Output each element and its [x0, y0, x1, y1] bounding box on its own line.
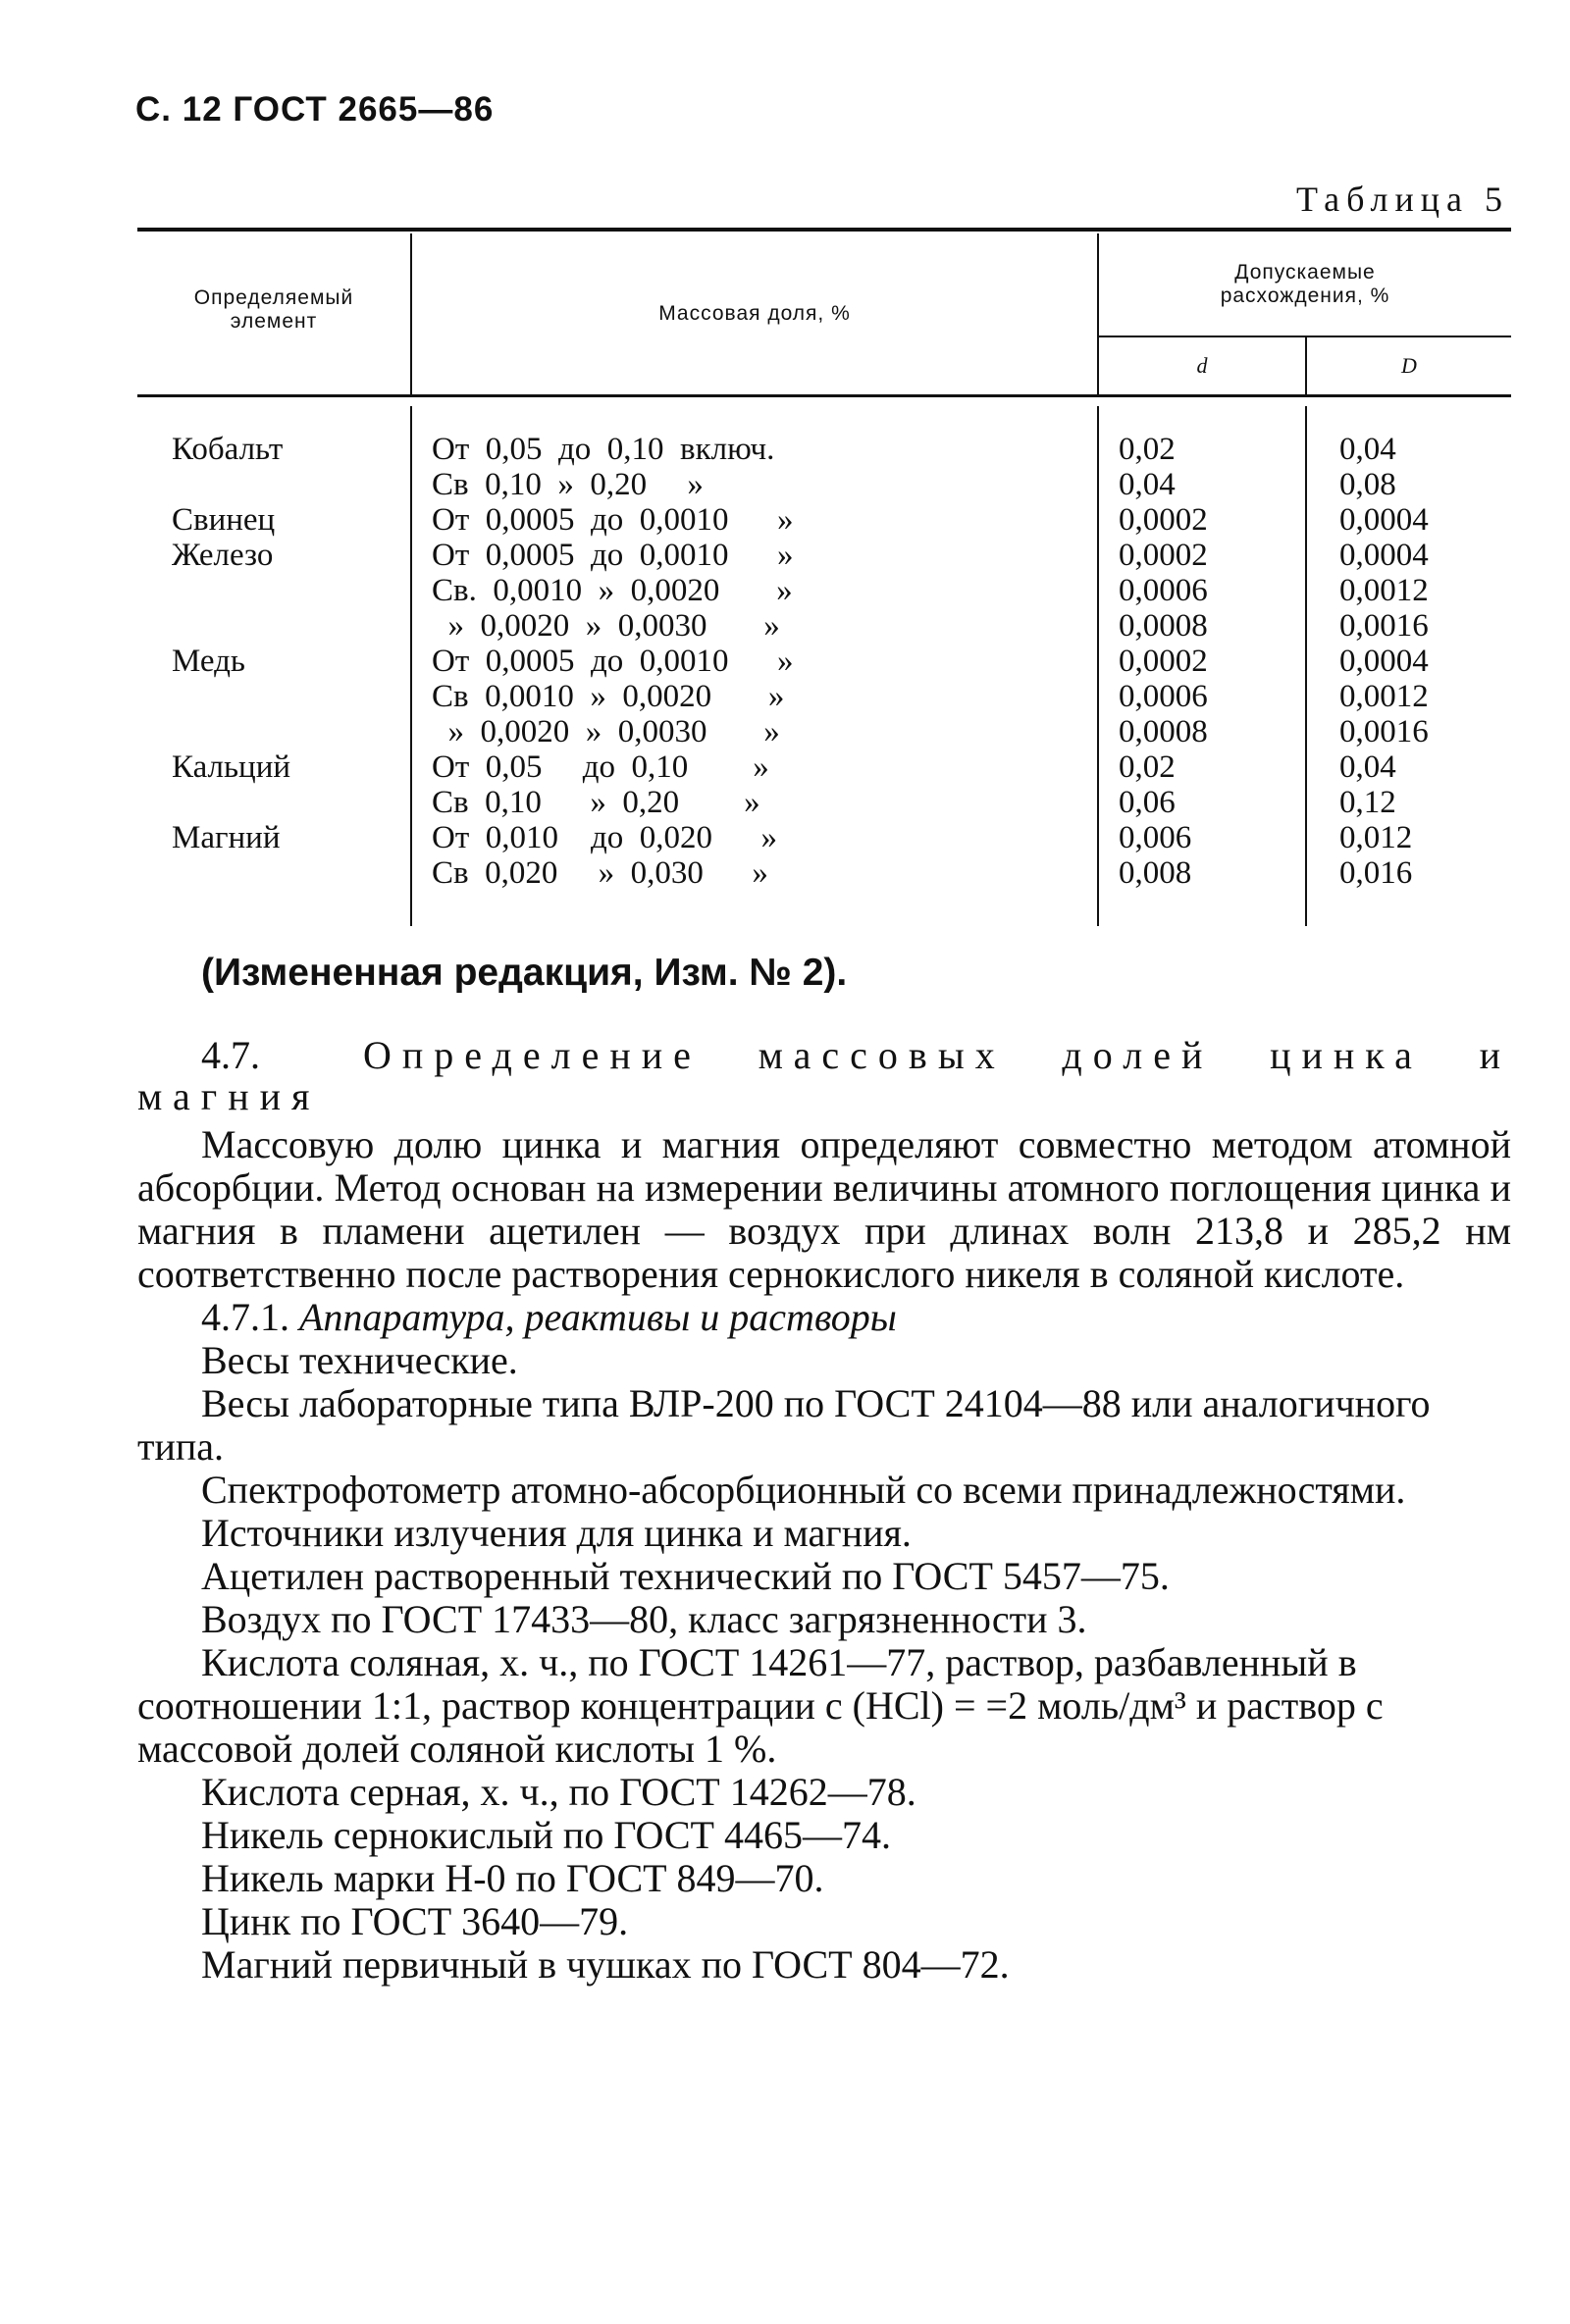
cell-D: 0,0016 — [1339, 608, 1429, 644]
cell-D: 0,0004 — [1339, 502, 1429, 538]
cell-d: 0,04 — [1119, 467, 1176, 502]
section-title-line2: магния — [137, 1074, 321, 1118]
table-row — [137, 714, 1511, 749]
table-row — [137, 432, 1511, 467]
equipment-list — [137, 1339, 1511, 1987]
subsection-number: 4.7.1. — [201, 1295, 289, 1339]
list-item: Никель сернокислый по ГОСТ 4465—74. — [201, 1813, 891, 1857]
cell-D: 0,0004 — [1339, 538, 1429, 573]
cell-range: От 0,05 до 0,10 включ. — [432, 432, 775, 467]
table-row — [137, 467, 1511, 502]
table-row — [137, 608, 1511, 644]
amendment-note: (Измененная редакция, Изм. № 2). — [201, 952, 848, 994]
list-item: Никель марки Н-0 по ГОСТ 849—70. — [201, 1856, 824, 1900]
section-body — [137, 1123, 1511, 1987]
table-row — [137, 855, 1511, 891]
cell-d: 0,0002 — [1119, 644, 1208, 679]
list-item: Кислота соляная, х. ч., по ГОСТ 14261—77, раствор, разбавленный в соотношении 1:1, раствор концентрации с (HCl) = =2 моль/дм³ и раствор с массовой долей соляной кислоты 1 %. — [137, 1640, 1384, 1771]
cell-d: 0,008 — [1119, 855, 1192, 891]
list-item: Весы лабораторные типа ВЛР-200 по ГОСТ 24104—88 или аналогичного типа. — [137, 1381, 1431, 1469]
cell-d: 0,0002 — [1119, 538, 1208, 573]
cell-D: 0,12 — [1339, 785, 1396, 820]
cell-range: От 0,05 до 0,10 » — [432, 749, 769, 785]
table-row — [137, 749, 1511, 785]
header-D: D — [1401, 353, 1417, 378]
table-caption: Таблица 5 — [1296, 180, 1509, 219]
cell-range: От 0,0005 до 0,0010 » — [432, 644, 794, 679]
list-item: Источники излучения для цинка и магния. — [201, 1511, 912, 1555]
cell-d: 0,06 — [1119, 785, 1176, 820]
cell-range: От 0,0005 до 0,0010 » — [432, 502, 794, 538]
cell-d: 0,0006 — [1119, 679, 1208, 714]
cell-D: 0,04 — [1339, 749, 1396, 785]
intro-paragraph: Массовую долю цинка и магния определяют совместно методом атомной абсорбции. Метод основан на измерении величины атомного поглощения цинка и магния в пламени ацетилен — воздух при длинах волн 213,8 и 285,2 нм соответственно после растворения сернокислого никеля в соляной кислоте. — [137, 1122, 1511, 1296]
cell-D: 0,0012 — [1339, 573, 1429, 608]
table-top-rule — [137, 228, 1511, 232]
cell-d: 0,006 — [1119, 820, 1192, 855]
list-item: Цинк по ГОСТ 3640—79. — [201, 1899, 629, 1943]
cell-d: 0,0008 — [1119, 714, 1208, 749]
cell-element: Медь — [172, 644, 245, 679]
cell-d: 0,02 — [1119, 749, 1176, 785]
cell-D: 0,012 — [1339, 820, 1413, 855]
list-item: Воздух по ГОСТ 17433—80, класс загрязненности 3. — [201, 1597, 1087, 1641]
table-row — [137, 820, 1511, 855]
cell-D: 0,0004 — [1339, 644, 1429, 679]
cell-range: От 0,0005 до 0,0010 » — [432, 538, 794, 573]
table-row — [137, 644, 1511, 679]
list-item: Кислота серная, х. ч., по ГОСТ 14262—78. — [201, 1770, 916, 1814]
cell-element: Магний — [172, 820, 281, 855]
list-item: Магний первичный в чушках по ГОСТ 804—72. — [201, 1942, 1010, 1987]
cell-range: Св 0,0010 » 0,0020 » — [432, 679, 785, 714]
cell-D: 0,08 — [1339, 467, 1396, 502]
page-header: С. 12 ГОСТ 2665—86 — [135, 90, 495, 129]
table-row — [137, 573, 1511, 608]
cell-d: 0,0002 — [1119, 502, 1208, 538]
header-allowed: Допускаемые расхождения, % — [1220, 261, 1390, 307]
cell-range: Св 0,10 » 0,20 » — [432, 467, 704, 502]
table-row — [137, 679, 1511, 714]
cell-element: Кобальт — [172, 432, 284, 467]
cell-range: От 0,010 до 0,020 » — [432, 820, 778, 855]
cell-range: Св 0,020 » 0,030 » — [432, 855, 768, 891]
cell-element: Свинец — [172, 502, 276, 538]
cell-element: Кальций — [172, 749, 291, 785]
cell-d: 0,0008 — [1119, 608, 1208, 644]
cell-range: » 0,0020 » 0,0030 » — [432, 714, 780, 749]
cell-D: 0,04 — [1339, 432, 1396, 467]
table-row — [137, 502, 1511, 538]
header-mass-fraction: Массовая доля, % — [658, 302, 851, 325]
list-item: Спектрофотометр атомно-абсорбционный со всеми принадлежностями. — [201, 1468, 1406, 1512]
table-header-rule — [137, 394, 1511, 397]
header-d: d — [1196, 353, 1208, 378]
subsection-title: Аппаратура, реактивы и растворы — [299, 1295, 897, 1339]
table-row — [137, 785, 1511, 820]
cell-D: 0,0016 — [1339, 714, 1429, 749]
subheader-rule — [1097, 336, 1511, 337]
subsection-heading — [137, 1296, 1511, 1339]
list-item: Ацетилен растворенный технический по ГОСТ 5457—75. — [201, 1554, 1170, 1598]
cell-d: 0,02 — [1119, 432, 1176, 467]
cell-range: Св. 0,0010 » 0,0020 » — [432, 573, 793, 608]
cell-D: 0,0012 — [1339, 679, 1429, 714]
header-element: Определяемый элемент — [193, 286, 354, 333]
cell-D: 0,016 — [1339, 855, 1413, 891]
cell-d: 0,0006 — [1119, 573, 1208, 608]
section-title-line1: Определение массовых долей цинка и — [363, 1033, 1511, 1077]
section-number: 4.7. — [201, 1033, 260, 1077]
cell-range: » 0,0020 » 0,0030 » — [432, 608, 780, 644]
cell-range: Св 0,10 » 0,20 » — [432, 785, 760, 820]
data-table — [137, 228, 1511, 934]
table-row — [137, 538, 1511, 573]
list-item: Весы технические. — [201, 1338, 518, 1382]
cell-element: Железо — [172, 538, 274, 573]
